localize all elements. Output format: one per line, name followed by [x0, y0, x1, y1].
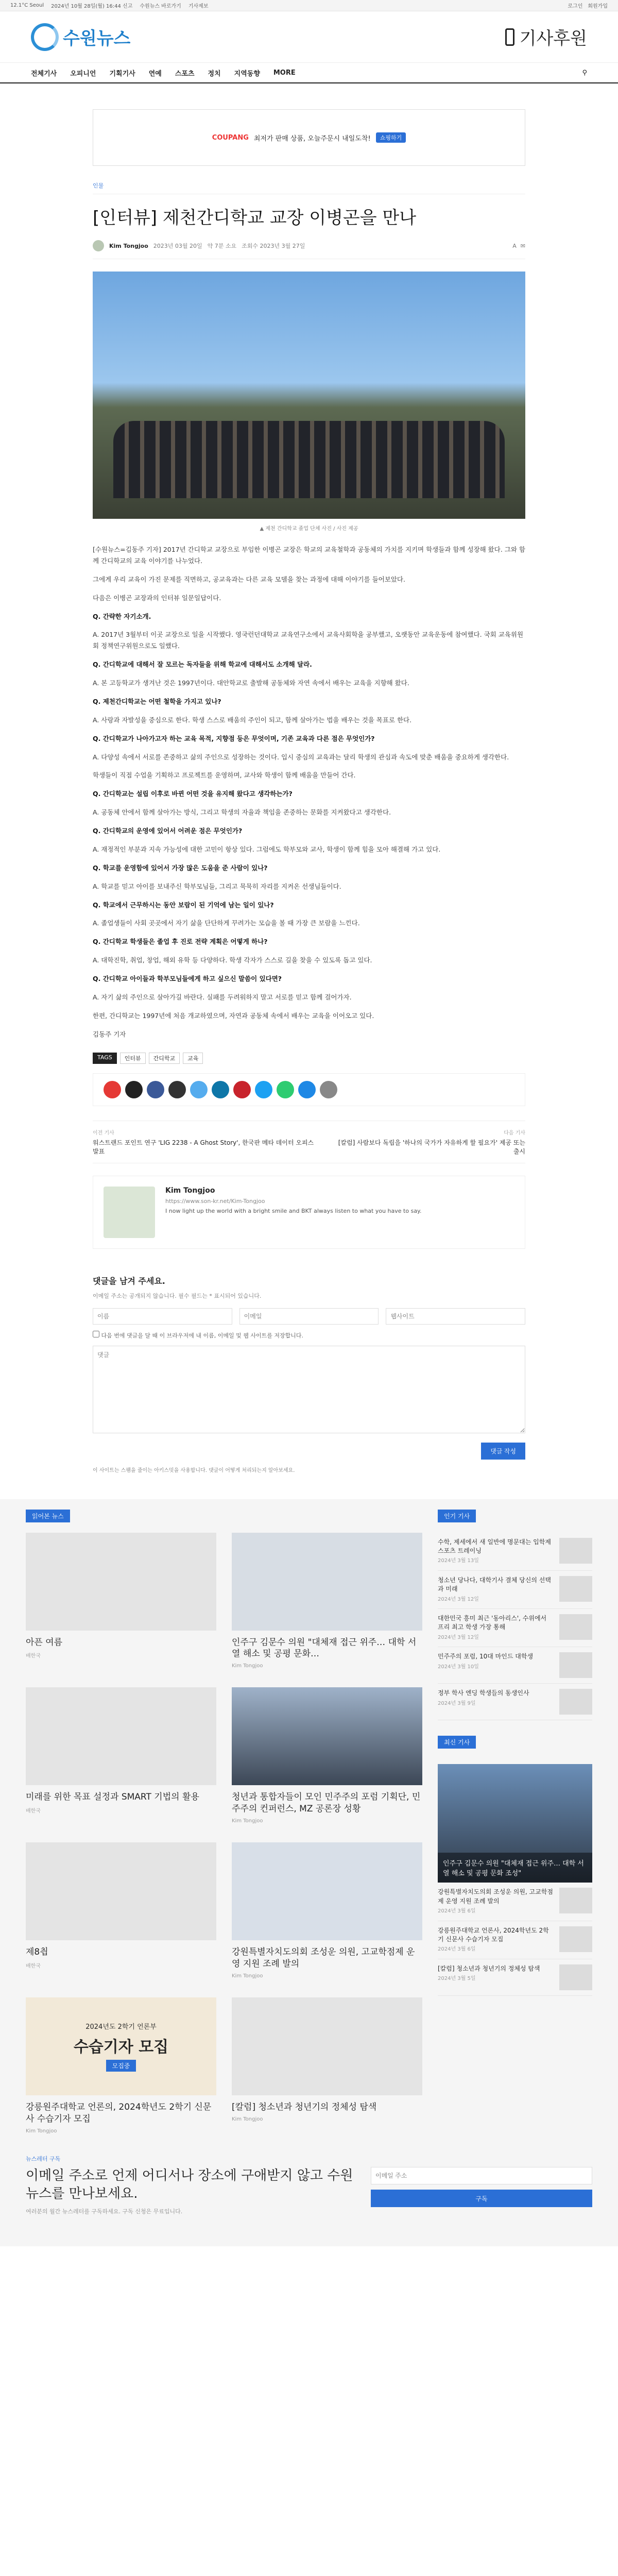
next-label: 다음 기사 [504, 1130, 525, 1136]
recent-label: 읽어본 뉴스 [26, 1510, 70, 1522]
newsletter [26, 2155, 592, 2215]
site-logo[interactable] [31, 23, 130, 51]
share-icon[interactable] [190, 1081, 208, 1098]
group-photo-people [113, 421, 505, 498]
sidebar-item-date: 2024년 3월 12일 [438, 1634, 479, 1640]
news-card[interactable] [232, 1533, 422, 1669]
comment-form [93, 1275, 525, 1473]
next-title: [칼럼] 사람보다 독립을 '하나의 국가가 자유하게 할 필요가' 제공 또는 출시 [338, 1139, 525, 1155]
share-icon[interactable] [255, 1081, 272, 1098]
sidebar-thumbnail [559, 1926, 592, 1952]
post-navigation [93, 1121, 525, 1163]
news-byline: Kim Tongjoo [26, 2128, 57, 2134]
font-size-icon[interactable]: A [512, 242, 517, 249]
recruit-big: 수습기자 모집 [73, 2038, 169, 2057]
comment-icon[interactable]: ✉ [520, 242, 525, 249]
featured-caption: 인주구 김문수 의원 "대체재 접근 위주… 대학 서열 해소 및 공평 문화 조성" [438, 1853, 592, 1883]
share-icon[interactable] [212, 1081, 229, 1098]
nav-item-5[interactable]: 정치 [208, 70, 221, 78]
sidebar-item[interactable] [438, 1647, 592, 1684]
share-icon[interactable] [168, 1081, 186, 1098]
comment-title: 댓글을 남겨 주세요. [93, 1276, 165, 1286]
nav-item-1[interactable]: 오피니언 [70, 70, 96, 78]
sidebar-item-text [438, 1926, 554, 1954]
article-title: [인터뷰] 제천간디학교 교장 이병곤을 만나 [93, 208, 417, 228]
news-thumbnail [26, 1687, 216, 1785]
sidebar-item-text [438, 1888, 554, 1915]
article-paragraph: Q. 학교에서 근무하시는 동안 보람이 된 기억에 남는 일이 있나? [93, 901, 274, 909]
share-icon[interactable] [104, 1081, 121, 1098]
sidebar-item-title: 강원특별자치도의회 조성운 의원, 고교학점제 운영 지원 조례 발의 [438, 1888, 553, 1905]
article-paragraph: 학생들이 직접 수업을 기획하고 프로젝트를 운영하며, 교사와 학생이 함께 배움을 만들어 간다. [93, 771, 356, 779]
article-paragraph: Q. 간디학교가 나아가고자 하는 교육 목적, 지향점 등은 무엇이며, 기존 교육과 다른 점은 무엇인가? [93, 734, 375, 742]
sidebar-item-text [438, 1652, 554, 1678]
news-byline: 배한국 [26, 1963, 41, 1970]
author-avatar [93, 240, 104, 251]
share-bar [93, 1073, 525, 1106]
sidebar-item-text [438, 1614, 554, 1641]
share-icon[interactable] [125, 1081, 143, 1098]
sidebar-item-date: 2024년 3월 6일 [438, 1908, 476, 1914]
news-card[interactable] [232, 1997, 422, 2134]
author-bio: I now light up the world with a bright smile and BKT always listen to what you have to say. [165, 1207, 422, 1214]
spam-note: 이 사이트는 스팸을 줄이는 아키스밋을 사용합니다. 댓글이 어떻게 처리되는지 알아보세요. [93, 1467, 295, 1473]
nav-item-2[interactable]: 기획기사 [109, 70, 135, 78]
news-thumbnail [26, 1997, 216, 2095]
main-nav [0, 63, 618, 83]
website-field[interactable] [386, 1308, 525, 1325]
logo-mark-icon [31, 23, 59, 51]
sidebar-thumbnail [559, 1652, 592, 1678]
author-box-name[interactable]: Kim Tongjoo [165, 1186, 215, 1195]
author-url[interactable]: https://www.son-kr.net/Kim-Tongjoo [165, 1197, 265, 1205]
sidebar-item-title: [칼럼] 청소년과 청년기의 정체성 탐색 [438, 1964, 540, 1972]
sidebar [438, 1510, 592, 2134]
sidebar-item-date: 2024년 3월 6일 [438, 1946, 476, 1953]
nav-item-4[interactable]: 스포츠 [175, 70, 195, 78]
article-paragraph: A. 졸업생들이 사회 곳곳에서 자기 삶을 단단하게 꾸려가는 모습을 볼 때 가장 큰 보람을 느낀다. [93, 919, 360, 927]
tag-list [93, 1053, 525, 1064]
sidebar-item[interactable] [438, 1959, 592, 1996]
article-paragraph: 김동주 기자 [93, 1030, 126, 1038]
recruit-badge: 모집중 [106, 2060, 136, 2072]
newsletter-email-input[interactable] [371, 2167, 592, 2184]
sidebar-item-date: 2024년 3월 9일 [438, 1700, 476, 1706]
news-thumbnail [232, 1997, 422, 2095]
news-thumbnail [232, 1687, 422, 1785]
read-time: 약 7분 소요 [207, 243, 237, 249]
article-category[interactable]: 인물 [93, 181, 525, 194]
news-thumbnail [232, 1842, 422, 1940]
sidebar-item-date: 2024년 3월 5일 [438, 1976, 476, 1982]
recruit-small: 2024년도 2학기 언론부 [85, 2023, 157, 2031]
site-header [0, 11, 618, 63]
article-paragraph: A. 다양성 속에서 서로를 존중하고 삶의 주인으로 성장하는 것이다. 입시 중심의 교육과는 달리 학생의 관심과 속도에 맞춘 배움을 중요하게 생각한다. [93, 753, 509, 761]
newsletter-title: 이메일 주소로 언제 어디서나 장소에 구애받지 않고 수원뉴스를 만나보세요. [26, 2168, 353, 2202]
news-byline: 배한국 [26, 1653, 41, 1659]
name-field[interactable] [93, 1308, 232, 1325]
share-icon[interactable] [298, 1081, 316, 1098]
sidebar-item[interactable] [438, 1571, 592, 1609]
site-name: 수원뉴스 [63, 28, 131, 49]
ad-button[interactable]: 쇼핑하기 [376, 132, 406, 143]
nav-item-7[interactable]: MORE [273, 69, 296, 77]
sidebar-item-title: 민주주의 포럼, 10대 마인드 대학생 [438, 1653, 534, 1660]
sidebar-thumbnail [559, 1614, 592, 1640]
next-post[interactable] [333, 1128, 526, 1156]
sidebar-item[interactable] [438, 1684, 592, 1720]
sidebar-thumbnail [559, 1576, 592, 1602]
signup-link[interactable]: 회원가입 [588, 4, 608, 9]
popular-list [438, 1533, 592, 1721]
article-paragraph: Q. 학교를 운영함에 있어서 가장 많은 도움을 준 사람이 있나? [93, 863, 268, 872]
share-icon[interactable] [147, 1081, 164, 1098]
author-box [93, 1176, 525, 1249]
article-paragraph: A. 공동체 안에서 함께 살아가는 방식, 그리고 학생의 자율과 책임을 존중하는 문화를 지켜왔다고 생각한다. [93, 808, 391, 817]
sidebar-item-text [438, 1538, 554, 1565]
news-title: 인주구 김문수 의원 "대체재 접근 위주… 대학 서열 해소 및 공평 문화… [232, 1637, 417, 1659]
sidebar-item-text [438, 1964, 554, 1990]
article-paragraph: A. 2017년 3월부터 이곳 교장으로 일을 시작했다. 영국런던대학교 교육연구소에서 교육사회학을 공부했고, 오랫동안 교육운동에 참여했다. 국회 교육위원회 정책연구위원으로도 일했다. [93, 631, 524, 650]
sidebar-item-text [438, 1576, 554, 1603]
top-link-1[interactable]: 기사제보 [188, 4, 209, 9]
news-byline: Kim Tongjoo [232, 2116, 263, 2123]
sidebar-item-title: 청소년 당나다, 대학기사 결체 당신의 선택과 미래 [438, 1576, 551, 1593]
save-info-row[interactable] [93, 1331, 525, 1340]
news-card[interactable] [232, 1687, 422, 1824]
sidebar-item-date: 2024년 3월 12일 [438, 1596, 479, 1602]
news-byline: Kim Tongjoo [232, 1818, 263, 1824]
sponsor-button[interactable] [505, 24, 587, 49]
news-grid [26, 1533, 422, 2134]
news-title: 제8칍 [26, 1947, 48, 1958]
sidebar-item[interactable] [438, 1921, 592, 1959]
tag-link[interactable]: 교육 [183, 1053, 203, 1064]
prev-label: 이전 기사 [93, 1130, 114, 1136]
save-info-label: 다음 번에 댓글을 달 때 이 브라우저에 내 이름, 이메일 및 웹 사이트를 저장합니다. [101, 1332, 303, 1339]
email-field[interactable] [239, 1308, 379, 1325]
latest-label: 최신 기사 [438, 1736, 476, 1749]
article-paragraph: Q. 간디학교는 설립 이후로 바뀐 어떤 것을 유지해 왔다고 생각하는가? [93, 790, 293, 798]
article-paragraph: 한편, 간디학교는 1997년에 처음 개교하였으며, 자연과 공동체 속에서 배우는 교육을 이어오고 있다. [93, 1011, 374, 1020]
news-thumbnail [26, 1533, 216, 1631]
news-thumbnail [26, 1842, 216, 1940]
news-byline: Kim Tongjoo [232, 1663, 263, 1669]
save-info-checkbox[interactable] [93, 1331, 99, 1337]
share-icon[interactable] [320, 1081, 337, 1098]
news-thumbnail [232, 1533, 422, 1631]
article-paragraph: Q. 간디학교 학생들은 졸업 후 진로 전략 계획은 어떻게 하나? [93, 938, 268, 946]
share-icon[interactable] [233, 1081, 251, 1098]
news-title: 강원특별자치도의회 조성운 의원, 고교학점제 운영 지원 조례 발의 [232, 1947, 415, 1970]
nav-item-6[interactable]: 지역동향 [234, 70, 260, 78]
more-news-section [0, 1499, 618, 2247]
news-card[interactable] [26, 1687, 216, 1824]
article-photo [93, 272, 525, 519]
sidebar-item[interactable] [438, 1883, 592, 1921]
nav-item-0[interactable]: 전체기사 [31, 70, 57, 78]
updated-date: 조회수 2023년 3월 27일 [242, 243, 305, 249]
weather: 12.1°C Seoul [10, 3, 44, 8]
news-card[interactable] [26, 1997, 216, 2134]
tag-link[interactable]: 인터뷰 [120, 1053, 146, 1064]
news-title: 강릉원주대학교 언론의, 2024학년도 2학기 신문사 수습기자 모집 [26, 2102, 212, 2125]
subscribe-button[interactable]: 구독 [371, 2190, 592, 2207]
ad-text: 최저가 판매 상품, 오늘주문시 내일도착! [253, 134, 371, 143]
news-title: [칼럼] 청소년과 청년기의 정체성 탐색 [232, 2102, 377, 2113]
news-title: 청년과 통합자들이 모인 민주주의 포럼 기획단, 민주주의 컨퍼런스, MZ 공론장 성황 [232, 1792, 421, 1815]
article-container [93, 109, 525, 1473]
sidebar-item-text [438, 1689, 554, 1715]
sidebar-item-title: 수학, 제세에서 새 일반에 명문대는 입학제 스포츠 트레이닝 [438, 1538, 551, 1554]
sidebar-item-date: 2024년 3월 10일 [438, 1664, 479, 1670]
share-icon[interactable] [277, 1081, 294, 1098]
article-paragraph: A. 재정적인 부분과 지속 가능성에 대한 고민이 항상 있다. 그럼에도 학부모와 교사, 학생이 함께 힘을 모아 해결해 가고 있다. [93, 845, 441, 853]
newsletter-label: 뉴스레터 구독 [26, 2156, 61, 2162]
login-link[interactable]: 로그인 [568, 4, 583, 9]
sidebar-thumbnail [559, 1538, 592, 1564]
newsletter-small: 여러분의 월간 뉴스레터를 구독하세요. 구독 신청은 무료입니다. [26, 2208, 183, 2215]
date: 2024년 10월 28일(월) 16:44 신고 [51, 4, 133, 9]
article-paragraph: Q. 간디학교의 운영에 있어서 어려운 점은 무엇인가? [93, 827, 243, 835]
news-card[interactable] [26, 1533, 216, 1669]
sidebar-thumbnail [559, 1964, 592, 1990]
article-paragraph: A. 사랑과 자발성을 중심으로 한다. 학생 스스로 배움의 주인이 되고, 함께 살아가는 법을 배우는 것을 목표로 한다. [93, 716, 412, 724]
article-paragraph: [수원뉴스=김동주 기자] 2017년 간디학교 교장으로 부임한 이병곤 교장은 학교의 교육철학과 공동체의 가치를 지키며 학생들과 함께 성장해 왔다. 그와 함께 간디학교의 교육 이야기를 나누었다. [93, 546, 525, 565]
article-paragraph: Q. 간디학교에 대해서 잘 모르는 독자들을 위해 학교에 대해서도 소개해 달라. [93, 660, 312, 669]
sidebar-item-title: 정부 학사 엔딩 학생들의 동생인사 [438, 1689, 529, 1697]
photo-caption: ▲ 제천 간디학교 졸업 단체 사진 / 사진 제공 [260, 526, 358, 532]
prev-title: 워스트랜드 포인트 연구 'LIG 2238 - A Ghost Story', 한국판 메타 데이터 오피스 발표 [93, 1139, 314, 1155]
author-photo [104, 1187, 155, 1238]
sidebar-thumbnail [559, 1888, 592, 1913]
article-body [93, 544, 525, 1040]
prev-post[interactable] [93, 1128, 318, 1156]
submit-comment-button[interactable]: 댓글 작성 [481, 1443, 525, 1460]
sponsor-label: 기사후원 [519, 28, 587, 49]
popular-label: 인기 기사 [438, 1510, 476, 1522]
sidebar-item-date: 2024년 3월 13일 [438, 1558, 479, 1564]
sidebar-item[interactable] [438, 1533, 592, 1571]
ad-banner[interactable] [93, 109, 525, 166]
comment-textarea[interactable] [93, 1346, 525, 1433]
article-paragraph: Q. 간디학교 아이들과 학부모님들에게 하고 싶으신 말씀이 있다면? [93, 975, 282, 982]
news-byline: 배한국 [26, 1808, 41, 1815]
author-name[interactable]: Kim Tongjoo [109, 242, 148, 249]
news-byline: Kim Tongjoo [232, 1973, 263, 1979]
sidebar-item-title: 대한민국 흥미 최근 '동아리스', 수위에서 프리 최고 학생 가장 통해 [438, 1615, 547, 1631]
article-paragraph: 다음은 이병곤 교장과의 인터뷰 일문일답이다. [93, 594, 221, 602]
article-paragraph: A. 자기 삶의 주인으로 살아가길 바란다. 실패를 두려워하지 말고 서로를 믿고 함께 걸어가자. [93, 993, 352, 1001]
article-paragraph: A. 학교를 믿고 아이를 보내주신 학부모님들, 그리고 묵묵히 자리를 지켜온 선생님들이다. [93, 882, 341, 890]
news-title: 아픈 여름 [26, 1637, 63, 1648]
article-meta [93, 240, 525, 259]
news-title: 미래를 위한 목표 설정과 SMART 기법의 활용 [26, 1792, 199, 1803]
article-paragraph: A. 대학진학, 취업, 창업, 해외 유학 등 다양하다. 학생 각자가 스스로 길을 찾을 수 있도록 돕고 있다. [93, 956, 372, 964]
news-card[interactable] [26, 1842, 216, 1979]
nav-item-3[interactable]: 연예 [148, 70, 162, 78]
top-bar [0, 0, 618, 11]
article-paragraph: A. 본 고등학교가 생겨난 것은 1997년이다. 대안학교로 출발해 공동체와 자연 속에서 배우는 교육을 지향해 왔다. [93, 679, 409, 687]
tag-link[interactable]: 간디학교 [149, 1053, 180, 1064]
tags-label: TAGS [93, 1053, 117, 1064]
featured-news[interactable] [438, 1764, 592, 1883]
latest-list [438, 1883, 592, 1996]
article-paragraph: Q. 제천간디학교는 어떤 철학을 가지고 있나? [93, 697, 221, 705]
sidebar-item-title: 강릉원주대학교 언론사, 2024학년도 2학기 신문사 수습기자 모집 [438, 1926, 549, 1943]
news-card[interactable] [232, 1842, 422, 1979]
sidebar-thumbnail [559, 1689, 592, 1715]
search-icon[interactable]: ⚲ [582, 69, 587, 77]
comment-note: 이메일 주소는 공개되지 않습니다. 필수 필드는 * 표시되어 있습니다. [93, 1292, 262, 1299]
ad-brand: COUPANG [212, 133, 249, 142]
article-paragraph: 그에게 우리 교육이 가진 문제를 직면하고, 공교육과는 다른 교육 모델을 찾는 과정에 대해 이야기를 들어보았다. [93, 575, 405, 583]
top-link-0[interactable]: 수원뉴스 바로가기 [140, 4, 181, 9]
publish-date: 2023년 03월 20일 [153, 243, 202, 249]
article-paragraph: Q. 간략한 자기소개. [93, 612, 151, 620]
sidebar-item[interactable] [438, 1609, 592, 1647]
phone-icon [505, 28, 514, 46]
